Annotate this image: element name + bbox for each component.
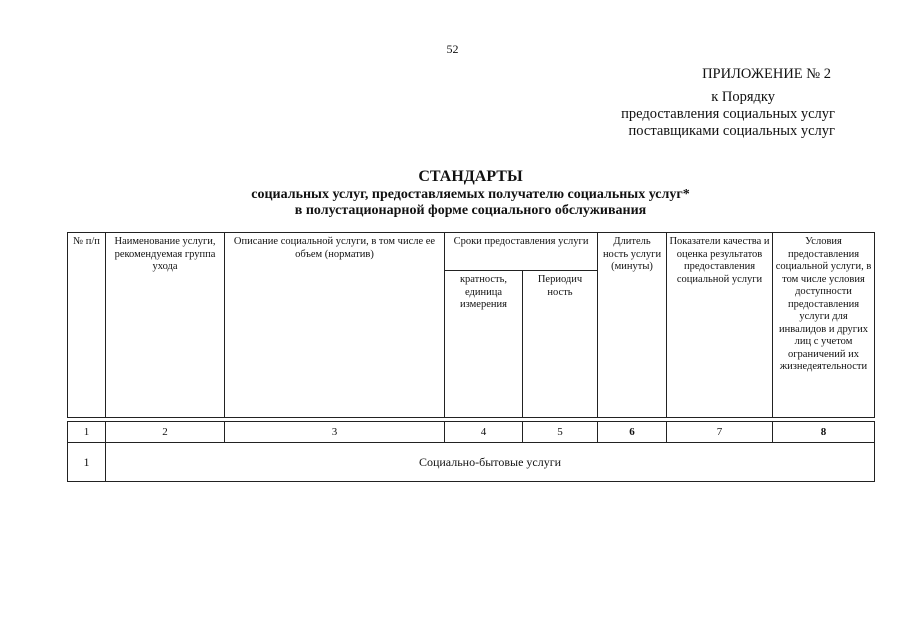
appendix-line: поставщиками социальных услуг — [628, 123, 835, 139]
appendix-block — [621, 66, 835, 140]
column-number: 8 — [773, 422, 875, 443]
appendix-line: предоставления социальных услуг — [621, 106, 835, 122]
standards-table — [67, 232, 875, 482]
section-label: Социально-бытовые услуги — [106, 443, 875, 482]
page-number: 52 — [446, 42, 459, 56]
header-cell-terms: Сроки предоставления услуги — [445, 233, 598, 271]
header-cell-quality: Показатели качества и оценка результатов предоставления социальной услуги — [667, 233, 773, 418]
appendix-title: ПРИЛОЖЕНИЕ № 2 — [702, 66, 831, 82]
column-number: 4 — [445, 422, 523, 443]
header-cell-conditions: Условия предоставления социальной услуги, в том числе условия доступности предоставления услуги для инвалидов и других лиц с учетом ограничений их жизнедеятельности — [773, 233, 875, 418]
table-column-numbers-row — [68, 422, 875, 443]
column-number: 5 — [523, 422, 598, 443]
header-cell-periodicity: Периодич ность — [523, 271, 598, 418]
table-header-row — [68, 233, 875, 271]
header-cell-duration: Длитель ность услуги (минуты) — [598, 233, 667, 418]
appendix-line: к Порядку — [711, 89, 775, 105]
header-cell-number: № п/п — [68, 233, 106, 418]
section-number: 1 — [68, 443, 106, 482]
column-number: 1 — [68, 422, 106, 443]
table-row — [68, 443, 875, 482]
column-number: 2 — [106, 422, 225, 443]
document-subtitle: в полустационарной форме социального обслуживания — [294, 203, 647, 218]
column-number: 3 — [225, 422, 445, 443]
header-cell-service-name: Наименование услуги, рекомендуемая группа ухода — [106, 233, 225, 418]
column-number: 6 — [598, 422, 667, 443]
header-cell-frequency: кратность, единица измерения — [445, 271, 523, 418]
header-cell-description: Описание социальной услуги, в том числе ее объем (норматив) — [225, 233, 445, 418]
document-title: СТАНДАРТЫ — [418, 168, 523, 185]
document-subtitle: социальных услуг, предоставляемых получателю социальных услуг* — [251, 187, 690, 202]
column-number: 7 — [667, 422, 773, 443]
